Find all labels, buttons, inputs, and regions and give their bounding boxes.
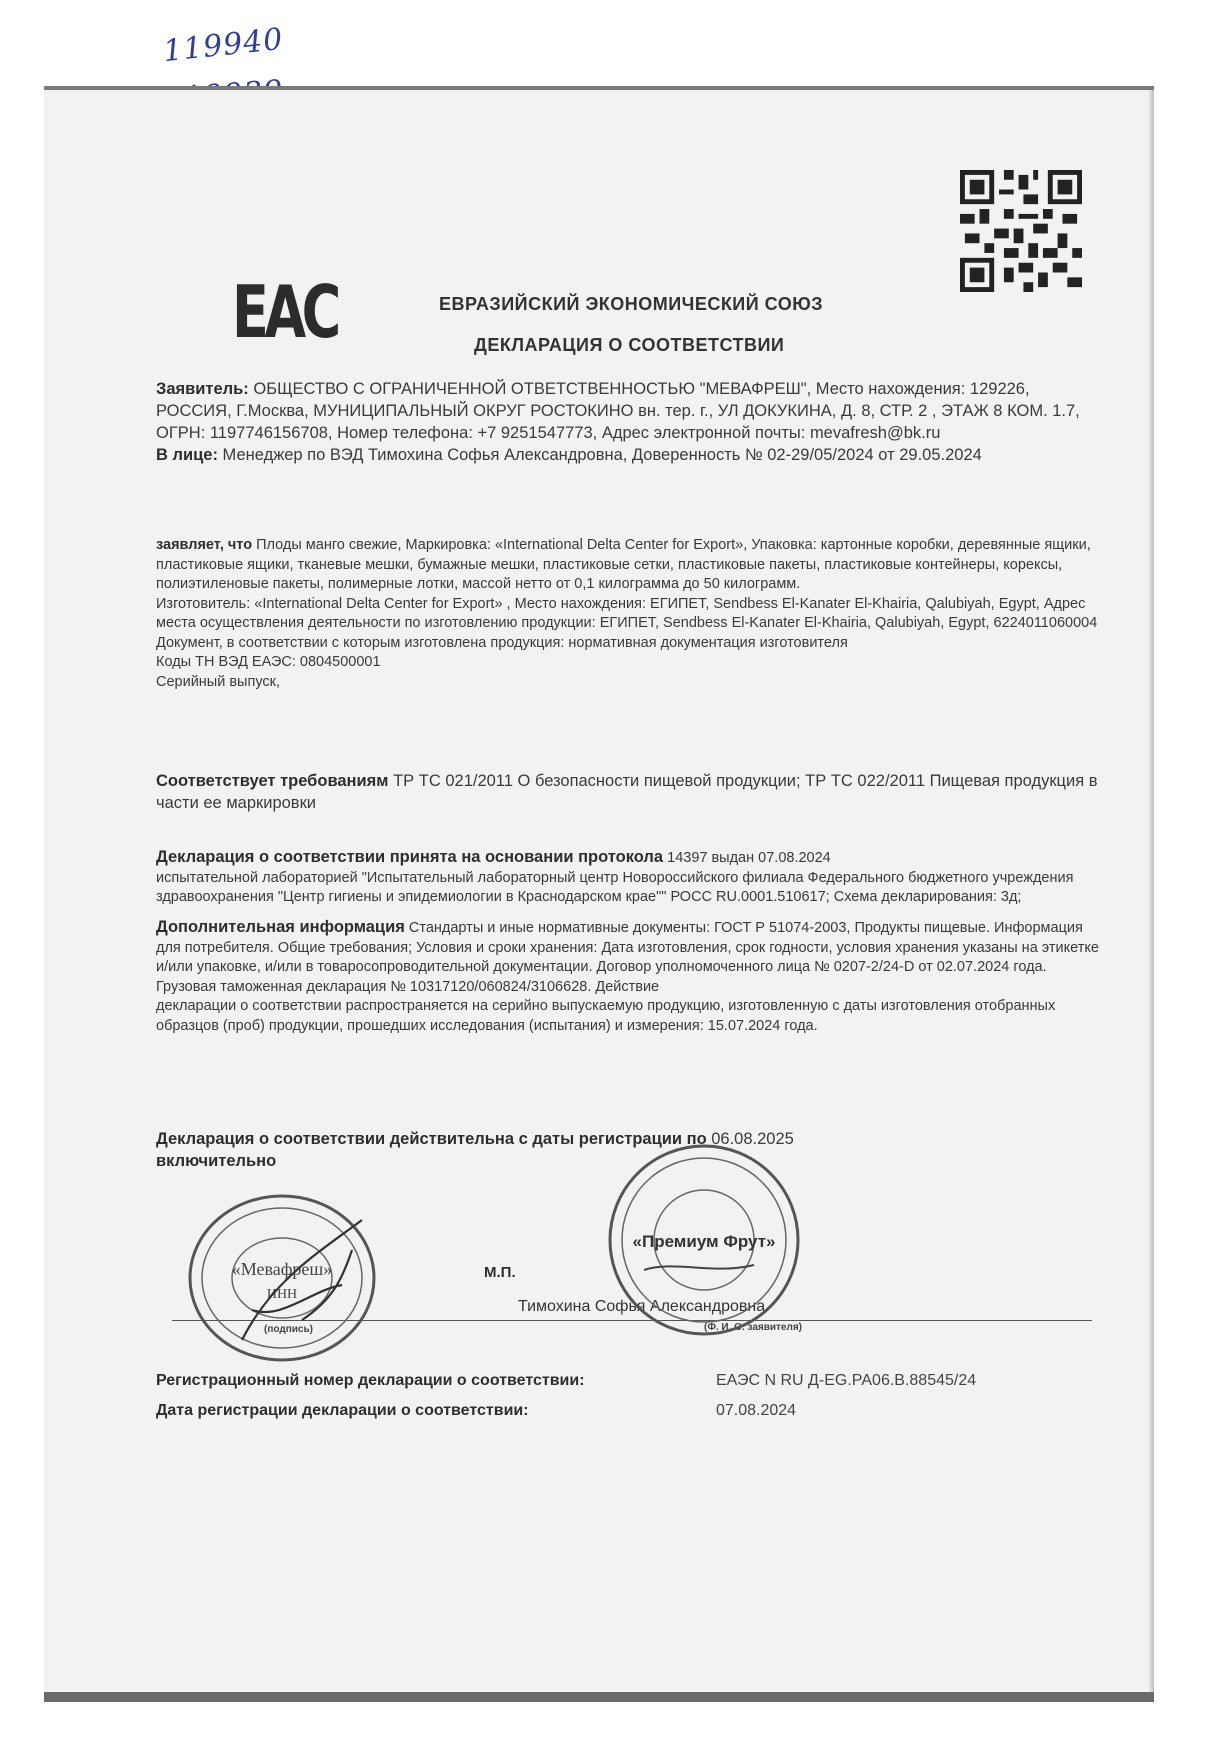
right-stamp-center: «Премиум Фрут» (632, 1232, 776, 1251)
handwritten-number-1: 119940 (161, 21, 286, 70)
applicant-text: ОБЩЕСТВО С ОГРАНИЧЕННОЙ ОТВЕТСТВЕННОСТЬЮ "МЕВАФРЕШ", Место нахождения: 129226, РОССИЯ, Г.Москва, МУНИЦИПАЛЬНЫЙ ОКРУГ РОСТОКИНО вн. тер. г., УЛ ДОКУКИНА, Д. 8, СТР. 2 , ЭТАЖ 8 КОМ. 1.7, ОГРН: 1197746156708, Номер телефона: +7 9251547773, Адрес электронной почты: mevafresh@bk.ru (156, 380, 1080, 442)
qr-code-icon (960, 170, 1082, 292)
validity-date: 06.08.2025 (711, 1130, 794, 1148)
applicant-section (156, 378, 1106, 466)
basis-text: испытательной лабораторией "Испытательный лабораторный центр Новороссийского филиала Федерального бюджетного учреждения здравоохранения "Центр гигиены и эпидемиологии в Краснодарском крае"" РОСС RU.0001.510617; Схема декларирования: 3д; (156, 869, 1074, 905)
statement-section (156, 536, 1106, 692)
left-stamp-inn: ИНН (266, 1287, 298, 1302)
manufacturer-label: Изготовитель: (156, 595, 251, 612)
basis-label: Декларация о соответствии принята на основании протокола (156, 848, 664, 866)
basis-section (156, 846, 1106, 908)
eac-logo: EAC (232, 270, 337, 354)
codes-line: Коды ТН ВЭД ЕАЭС: 0804500001 (156, 654, 381, 670)
person-text: Менеджер по ВЭД Тимохина Софья Александровна, Доверенность № 02-29/05/2024 от 29.05.2024 (222, 446, 982, 464)
additional-label: Дополнительная информация (156, 918, 405, 936)
signer-name: Тимохина Софья Александровна (518, 1298, 766, 1315)
company-seal-left (182, 1190, 382, 1365)
manufacturer-text: «International Delta Center for Export» , Место нахождения: ЕГИПЕТ, Sendbess El-Kanater El-Khairia, Qalubiyah, Egypt, Адрес места осуществления деятельности по изготовлению продукции: ЕГИПЕТ, Sendbess El-Kanater El-Khairia, Qalubiyah, Egypt, 6224011060004 (156, 595, 1098, 631)
validity-suffix: включительно (156, 1152, 277, 1170)
document-title: ДЕКЛАРАЦИЯ О СООТВЕТСТВИИ (474, 335, 785, 355)
basis-number: 14397 выдан 07.08.2024 (667, 850, 831, 866)
left-stamp-center: «Мевафреш» (231, 1259, 333, 1279)
statement-text: Плоды манго свежие, Маркировка: «International Delta Center for Export», Упаковка: картонные коробки, деревянные ящики, пластиковые ящики, тканевые мешки, бумажные мешки, пластиковые сетки, пластиковые пакеты, пластиковые контейнеры, корексы, полиэтиленовые пакеты, полимерные лотки, массой нетто от 0,1 килограмма до 50 килограмм. (156, 537, 1091, 592)
scanned-page (44, 86, 1154, 1702)
person-label: В лице: (156, 446, 218, 464)
additional-text-1: Стандарты и иные нормативные документы: ГОСТ Р 51074-2003, Продукты пищевые. Информация для потребителя. Общие требования; Условия и сроки хранения: Дата изготовления, срок годности, условия хранения указаны на этикетке и/или упаковке, и/или в товаросопроводительной документации. Договор уполномоченного лица № 0207-2/24-D от 02.07.2024 года. Грузовая таможенная декларация № 10317120/060824/3106628. Действие (156, 920, 1099, 995)
document-line: Документ, в соответствии с которым изготовлена продукция: нормативная документация изготовителя (156, 634, 848, 651)
additional-section (156, 916, 1106, 1036)
additional-text-2: декларации о соответствии распространяется на серийно выпускаемую продукцию, изготовленную с даты изготовления отобранных образцов (проб) продукции, прошедших исследования (испытания) и измерения: 15.07.2024 года. (156, 998, 1056, 1034)
company-seal-right (604, 1140, 804, 1340)
complies-section (156, 770, 1106, 814)
applicant-label: Заявитель: (156, 380, 249, 398)
reg-number-label: Регистрационный номер декларации о соответствии: (156, 1372, 585, 1389)
reg-number-value: ЕАЭС N RU Д-EG.РА06.В.88545/24 (716, 1372, 977, 1389)
serial-line: Серийный выпуск, (156, 673, 281, 690)
mp-label: М.П. (484, 1264, 516, 1281)
complies-label: Соответствует требованиям (156, 772, 389, 790)
complies-text: ТР ТС 021/2011 О безопасности пищевой продукции; ТР ТС 022/2011 Пищевая продукция в части ее маркировки (156, 772, 1098, 812)
caption-name: (Ф. И. О. заявителя) (704, 1322, 803, 1333)
reg-date-value: 07.08.2024 (716, 1402, 797, 1419)
validity-label: Декларация о соответствии действительна с даты регистрации по (156, 1130, 707, 1148)
reg-date-label: Дата регистрации декларации о соответствии: (156, 1402, 529, 1419)
header-union: ЕВРАЗИЙСКИЙ ЭКОНОМИЧЕСКИЙ СОЮЗ (439, 294, 824, 314)
caption-signature: (подпись) (264, 1324, 313, 1335)
statement-label: заявляет, что (156, 537, 253, 553)
